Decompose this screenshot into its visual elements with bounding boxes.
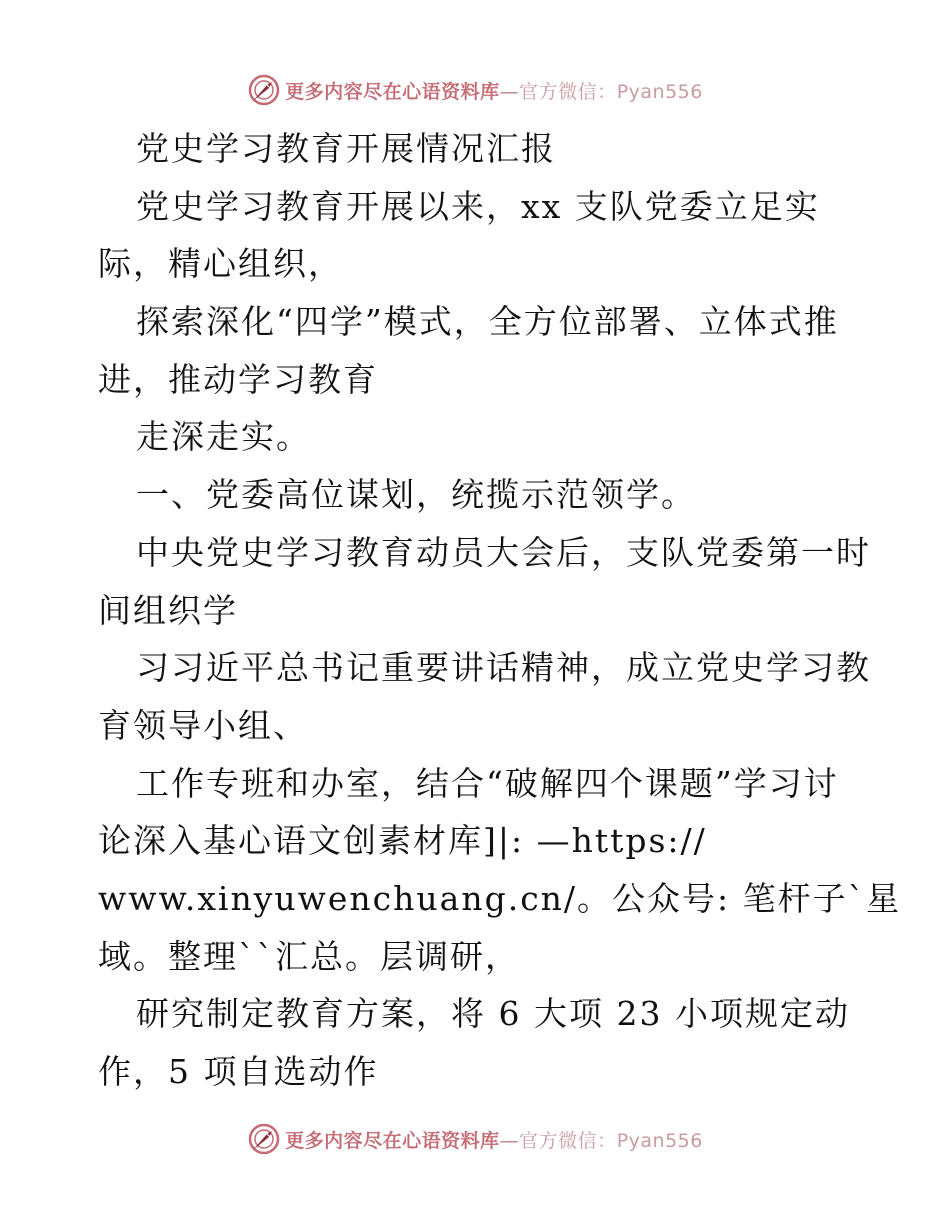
paragraph-line: 党史学习教育开展以来，xx 支队党委立足实	[136, 186, 820, 226]
banner-brand: 更多内容尽在心语资料库	[285, 1129, 500, 1152]
paragraph-line: 工作专班和办室，结合“破解四个课题”学习讨	[136, 763, 839, 803]
section-heading: 一、党委高位谋划，统揽示范领学。	[136, 475, 696, 515]
banner-wechat-id: Pyan556	[616, 1129, 703, 1152]
banner-official: 官方微信：	[519, 80, 617, 103]
paragraph-line: 走深走实。	[136, 417, 311, 457]
paragraph-line: 进，推动学习教育	[98, 359, 378, 399]
pen-nib-circle-icon	[247, 73, 281, 107]
document-body	[98, 120, 902, 1101]
banner-wechat-id: Pyan556	[616, 80, 703, 103]
paragraph-line: 际，精心组织，	[98, 244, 343, 284]
header-banner	[0, 70, 950, 110]
document-title: 党史学习教育开展情况汇报	[136, 129, 556, 168]
paragraph-line: 论深入基心语文创素材库]|: —https://	[98, 821, 707, 861]
paragraph-line: 研究制定教育方案，将 6 大项 23 小项规定动	[136, 994, 850, 1034]
paragraph-line: 探索深化“四学”模式，全方位部署、立体式推	[136, 302, 839, 342]
paragraph-line: 作，5 项自选动作	[98, 1052, 379, 1091]
paragraph-line: 育领导小组、	[98, 705, 308, 745]
paragraph-line: 习习近平总书记重要讲话精神，成立党史学习教	[136, 648, 871, 688]
paragraph-line: www.xinyuwenchuang.cn/。公众号: 笔杆子`星	[98, 878, 902, 918]
banner-official: 官方微信：	[519, 1129, 617, 1152]
banner-separator: —	[499, 1129, 520, 1152]
banner-text	[285, 77, 703, 104]
paragraph-line: 域。整理``汇总。层调研，	[98, 936, 520, 976]
pen-nib-circle-icon	[247, 1122, 281, 1156]
footer-banner	[0, 1119, 950, 1159]
banner-brand: 更多内容尽在心语资料库	[285, 80, 500, 103]
paragraph-line: 中央党史学习教育动员大会后，支队党委第一时	[136, 532, 871, 572]
banner-text	[285, 1126, 703, 1153]
paragraph-line: 间组织学	[98, 590, 238, 630]
banner-separator: —	[499, 80, 520, 103]
